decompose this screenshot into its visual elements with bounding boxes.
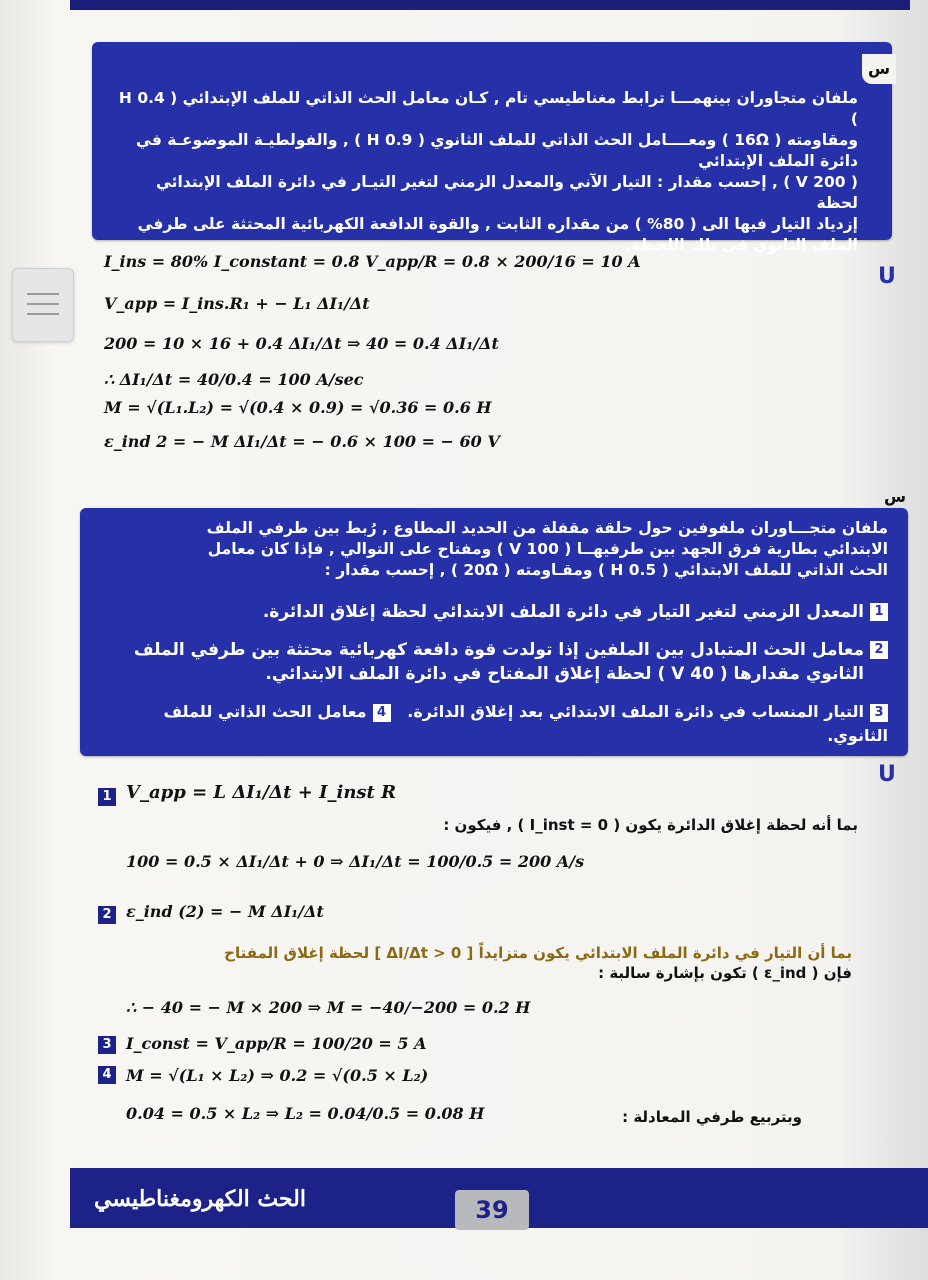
question-2-box: [80, 487, 908, 756]
step-3-badge: 3: [98, 1036, 116, 1054]
answer-1-line-6: ε_ind 2 = − M ΔI₁/Δt = − 0.6 × 100 = − 60 V: [104, 432, 500, 451]
question-2-text: ملفان متجـــاوران ملفوفين حول حلقة مقفلة من الحديد المطاوع , رُبط بين طرفي الملف الابتدائي بطارية فرق الجهد بين طرفيهــا ( 100 V ) ومفتاح على التوالي , فإذا كان معامل الحث الذاتي للملف الابتدائي ( 0.5 H ) ومقـاومته ( 20Ω ) , إحسب مقدار :: [206, 519, 888, 579]
answer-2-note-1: بما أنه لحظة إغلاق الدائرة يكون ( I_inst = 0 ) , فيكون :: [443, 816, 858, 834]
answer-2-note-3: فإن ( ε_ind ) تكون بإشارة سالبة :: [598, 964, 852, 982]
answer-2-eq-4: ∴ − 40 = − M × 200 ⇒ M = −40/−200 = 0.2 H: [126, 998, 531, 1017]
answer-2-note-2: بما أن التيار في دائرة الملف الابتدائي يكون متزايداً [ ΔI/Δt > 0 ] لحظة إغلاق المفتاح: [224, 944, 852, 962]
question-1-text: ملفان متجاوران بينهمـــا ترابط مغناطيسي تام , كـان معامل الحث الذاتي للملف الإبتدائي ( 0.4 H ) ومقاومته ( 16Ω ) ومعــــامل الحث الذاتي للملف الثانوي ( 0.9 H ) , والفولطيـة الموضوعـة في دائرة الملف الإبتدائي ( 200 V ) , إحسب مقدار : التيار الآني والمعدل الزمني لتغير التيـار في دائرة الملف الإبتدائي لحظة إزدياد التيار فيها الى ( 80% ) من مقداره الثابت , والقوة الدافعة الكهربائية المحتثة على طرفي الملف الثانوي في تلك اللحظة.: [118, 89, 858, 254]
top-band: [70, 0, 910, 10]
answer-2-eq-2: 100 = 0.5 × ΔI₁/Δt + 0 ⇒ ΔI₁/Δt = 100/0.5 = 200 A/s: [126, 852, 585, 871]
answer-1-marker-icon: U: [878, 264, 896, 289]
answer-1-line-3: 200 = 10 × 16 + 0.4 ΔI₁/Δt ⇒ 40 = 0.4 ΔI₁/Δt: [104, 334, 499, 353]
page-number: 39: [455, 1190, 529, 1230]
menu-icon-line: [27, 303, 59, 305]
question-2-item-2: 2معامل الحث المتبادل بين الملفين إذا تولدت قوة دافعة كهربائية محتثة بين طرفي الملف: [100, 638, 888, 662]
answer-2-eq-7: 0.04 = 0.5 × L₂ ⇒ L₂ = 0.04/0.5 = 0.08 H: [126, 1104, 485, 1123]
answer-2-eq-6: M = √(L₁ × L₂) ⇒ 0.2 = √(0.5 × L₂): [126, 1066, 429, 1085]
menu-button[interactable]: [12, 268, 74, 342]
answer-2-eq-5: I_const = V_app/R = 100/20 = 5 A: [126, 1034, 427, 1053]
question-2-item-2-cont: الثانوي مقدارها ( 40 V ) لحظة إغلاق المفتاح في دائرة الملف الابتدائي.: [265, 664, 864, 684]
step-4-badge: 4: [98, 1066, 116, 1084]
menu-icon-line: [27, 313, 59, 315]
question-2-items: [100, 600, 888, 748]
question-1-box: [92, 42, 892, 254]
step-2-badge: 2: [98, 906, 116, 924]
answer-2-eq-3: ε_ind (2) = − M ΔI₁/Δt: [126, 902, 324, 921]
question-1-tag: س: [862, 54, 896, 84]
answer-1-line-1: I_ins = 80% I_constant = 0.8 V_app/R = 0.8 × 200/16 = 10 A: [104, 252, 641, 271]
question-2-item-1: 1المعدل الزمني لتغير التيار في دائرة الملف الابتدائي لحظة إغلاق الدائرة.: [100, 600, 888, 624]
answer-2-note-4: وبتربيع طرفي المعادلة :: [622, 1108, 802, 1126]
step-1-badge: 1: [98, 788, 116, 806]
answer-2-eq-1: V_app = L ΔI₁/Δt + I_inst R: [126, 782, 397, 803]
question-2-tag: س: [883, 487, 907, 506]
answer-1-line-4: ∴ ΔI₁/Δt = 40/0.4 = 100 A/sec: [104, 370, 364, 389]
chapter-title: الحث الكهرومغناطيسي: [94, 1186, 306, 1212]
answer-1-line-2: V_app = I_ins.R₁ + − L₁ ΔI₁/Δt: [104, 294, 370, 313]
answer-1-line-5: M = √(L₁.L₂) = √(0.4 × 0.9) = √0.36 = 0.6 H: [104, 398, 492, 417]
menu-icon-line: [27, 293, 59, 295]
question-2-items-3-4: 3التيار المنساب في دائرة الملف الابتدائي بعد إغلاق الدائرة. 4معامل الحث الذاتي للملف الثانوي.: [163, 702, 888, 745]
answer-2-marker-icon: U: [878, 762, 896, 787]
